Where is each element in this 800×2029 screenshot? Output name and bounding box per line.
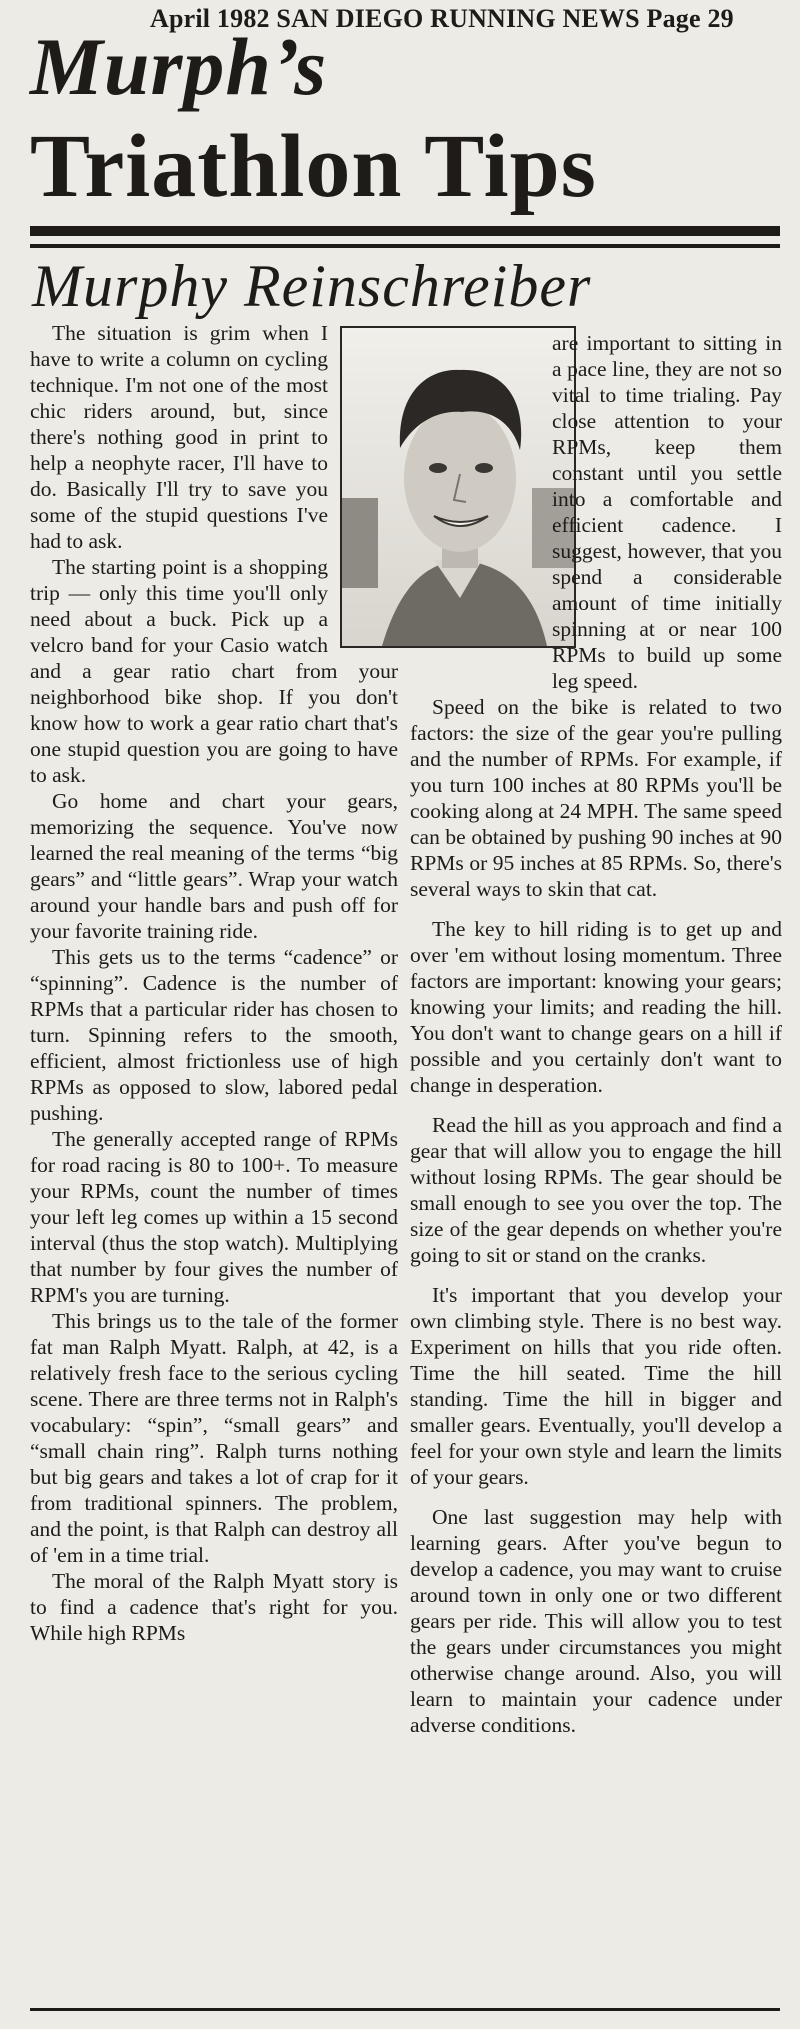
photo-wrap-spacer [398, 330, 538, 690]
left-paragraph-5: The generally accepted range of RPMs for road racing is 80 to 100+. To measure your RPMs, count the number of times your left leg comes up within a 15 second interval (thus the stop watch). Multiplying that number by four gives the number of RPM's you are turning. [30, 1127, 398, 1307]
right-paragraph-2: Speed on the bike is related to two factors: the size of the gear you're pulling and the number of RPMs. For example, if you turn 100 inches at 80 RPMs you'll be cooking along at 24 MPH. The same speed can be obtained by pushing 90 inches at 90 RPMs or 95 inches at 85 RPMs. So, there's several ways to skin that cat. [410, 695, 782, 901]
right-paragraph-1: are important to sitting in a pace line, they are not so vital to time trialing. Pay close attention to your RPMs, keep them constant until you settle into a comfortable and efficient cadence. I suggest, however, that you spend a considerable amount of time initially spinning at or near 100 RPMs to build up some leg speed. [552, 331, 782, 693]
title-rule [30, 226, 780, 236]
left-paragraph-4: This gets us to the terms “cadence” or “spinning”. Cadence is the number of RPMs that a particular rider has chosen to turn. Spinning refers to the smooth, efficient, almost frictionless use of high RPMs as opposed to slow, labored pedal pushing. [30, 945, 398, 1125]
left-column [30, 320, 398, 1646]
title-line-2: Triathlon Tips [30, 117, 597, 216]
title-rule-thin [30, 244, 780, 248]
right-paragraph-5: It's important that you develop your own climbing style. There is no best way. Experiment on hills that you ride often. Time the hill seated. Time the hill standing. Time the hill in bigger and smaller gears. Eventually, you'll develop a feel for your own style and learn the limits of your gears. [410, 1283, 782, 1489]
dateline: April 1982 SAN DIEGO RUNNING NEWS Page 29 [150, 4, 734, 33]
title-line-1: Murph’s [30, 21, 328, 112]
left-paragraph-7: The moral of the Ralph Myatt story is to find a cadence that's right for you. While high RPMs [30, 1569, 398, 1645]
right-paragraph-3: The key to hill riding is to get up and over 'em without losing momentum. Three factors are important: knowing your gears; knowing your limits; and reading the hill. You don't want to change gears on a hill if possible and you certainly don't want to change in desperation. [410, 917, 782, 1097]
bottom-rule [30, 2008, 780, 2011]
right-paragraph-4: Read the hill as you approach and find a gear that will allow you to engage the hill without losing RPMs. The gear should be small enough to see you over the top. The size of the gear depends on whether you're going to sit or stand on the cranks. [410, 1113, 782, 1267]
left-paragraph-1: The situation is grim when I have to write a column on cycling technique. I'm not one of the most chic riders around, but, since there's nothing good in print to help a neophyte racer, I'll have to do. Basically I'll try to save you some of the stupid questions I've had to ask. [30, 321, 328, 553]
byline: Murphy Reinschreiber [32, 253, 592, 319]
left-paragraph-2: The starting point is a shopping trip — only this time you'll only need about a buck. Pick up a velcro band for your Casio watch and a gear ratio chart from your neighborhood bike shop. If you don't know how to work a gear ratio chart that's one stupid question you are going to have to ask. [30, 555, 398, 787]
right-column [410, 330, 782, 1738]
left-paragraph-3: Go home and chart your gears, memorizing the sequence. You've now learned the real meaning of the terms “big gears” and “little gears”. Wrap your watch around your handle bars and push off for your favorite training ride. [30, 789, 398, 943]
left-paragraph-6: This brings us to the tale of the former fat man Ralph Myatt. Ralph, at 42, is a relatively fresh face to the serious cycling scene. There are three terms not in Ralph's vocabulary: “spin”, “small gears” and “small chain ring”. Ralph turns nothing but big gears and takes a lot of crap for it from traditional spinners. The problem, and the point, is that Ralph can destroy all of 'em in a time trial. [30, 1309, 398, 1567]
right-paragraph-6: One last suggestion may help with learning gears. After you've begun to develop a cadence, you may want to cruise around town in only one or two different gears per ride. This will allow you to test the gears under circumstances you might otherwise change around. Also, you will learn to maintain your cadence under adverse conditions. [410, 1505, 782, 1737]
